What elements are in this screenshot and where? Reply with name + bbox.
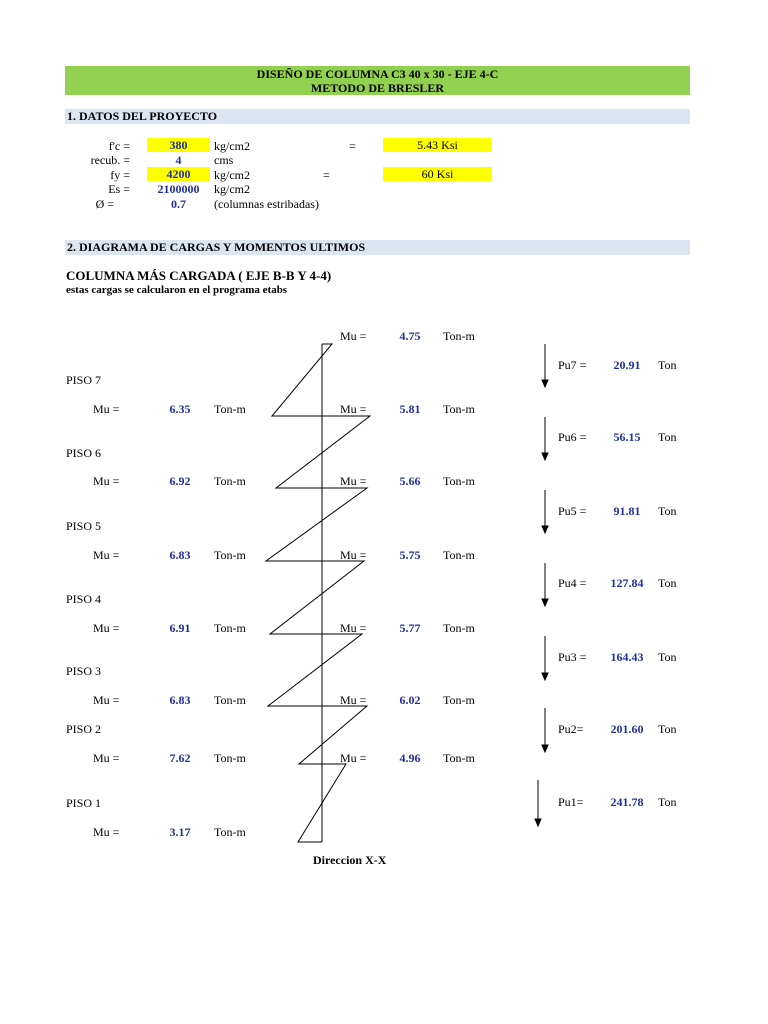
direction-label: Direccion X-X	[313, 853, 387, 867]
fc-eq: =	[349, 139, 356, 153]
pu-unit: Ton	[658, 430, 677, 444]
fy-eq: =	[323, 168, 330, 182]
moment-zigzag	[266, 344, 370, 842]
right-mu-label: Mu =	[340, 621, 367, 635]
top-mu-label: Mu =	[340, 329, 367, 343]
left-mu-value: 6.83	[169, 693, 191, 707]
pu-value: 127.84	[610, 576, 644, 590]
left-mu-label: Mu =	[93, 548, 120, 562]
es-unit: kg/cm2	[214, 182, 250, 196]
title-line1: DISEÑO DE COLUMNA C3 40 x 30 - EJE 4-C	[256, 67, 499, 81]
fc-unit: kg/cm2	[214, 139, 250, 153]
pu-value: 91.81	[613, 504, 641, 518]
right-mu-value: 4.96	[399, 751, 421, 765]
floor-label: PISO 7	[66, 373, 102, 387]
load-arrow-head	[542, 673, 548, 680]
es-value: 2100000	[157, 182, 200, 196]
left-mu-label: Mu =	[93, 825, 120, 839]
right-mu-unit: Ton-m	[443, 751, 475, 765]
left-mu-value: 6.83	[169, 548, 191, 562]
right-mu-unit: Ton-m	[443, 621, 475, 635]
pu-unit: Ton	[658, 650, 677, 664]
fy-value: 4200	[147, 167, 210, 181]
left-mu-value: 6.92	[169, 474, 191, 488]
load-arrows	[535, 344, 548, 826]
floor-label: PISO 3	[66, 664, 102, 678]
right-mu-value: 5.77	[399, 621, 421, 635]
pu-label: Pu4 =	[558, 576, 587, 590]
phi-value: 0.7	[171, 197, 186, 211]
left-mu-label: Mu =	[93, 751, 120, 765]
load-arrow-head	[542, 745, 548, 752]
floor-label: PISO 5	[66, 519, 102, 533]
right-mu-label: Mu =	[340, 693, 367, 707]
moment-zigzag-line	[266, 344, 370, 842]
pu-label: Pu2=	[558, 722, 584, 736]
pu-value: 20.91	[613, 358, 641, 372]
recub-label: recub. =	[90, 153, 130, 167]
pu-label: Pu5 =	[558, 504, 587, 518]
pu-value: 56.15	[613, 430, 641, 444]
fc-value: 380	[147, 138, 210, 152]
left-mu-label: Mu =	[93, 402, 120, 416]
floor-label: PISO 4	[66, 592, 102, 606]
left-mu-unit: Ton-m	[214, 621, 246, 635]
section2-title: 2. DIAGRAMA DE CARGAS Y MOMENTOS ULTIMOS	[65, 240, 690, 255]
fc-conv: 5.43 Ksi	[383, 138, 492, 152]
phi-label: Ø =	[95, 197, 114, 211]
pu-label: Pu7 =	[558, 358, 587, 372]
left-mu-unit: Ton-m	[214, 825, 246, 839]
pu-unit: Ton	[658, 795, 677, 809]
pu-label: Pu3 =	[558, 650, 587, 664]
right-mu-unit: Ton-m	[443, 402, 475, 416]
right-mu-value: 6.02	[399, 693, 421, 707]
right-mu-unit: Ton-m	[443, 693, 475, 707]
left-mu-unit: Ton-m	[214, 548, 246, 562]
pu-label: Pu6 =	[558, 430, 587, 444]
left-mu-unit: Ton-m	[214, 693, 246, 707]
right-mu-unit: Ton-m	[443, 474, 475, 488]
left-mu-value: 7.62	[169, 751, 191, 765]
left-mu-label: Mu =	[93, 474, 120, 488]
pu-label: Pu1=	[558, 795, 584, 809]
right-mu-label: Mu =	[340, 402, 367, 416]
pu-unit: Ton	[658, 576, 677, 590]
right-mu-value: 5.66	[399, 474, 421, 488]
left-mu-value: 3.17	[169, 825, 191, 839]
right-mu-unit: Ton-m	[443, 548, 475, 562]
load-arrow-head	[542, 380, 548, 387]
recub-value: 4	[175, 153, 182, 167]
right-mu-label: Mu =	[340, 751, 367, 765]
pu-unit: Ton	[658, 504, 677, 518]
left-mu-label: Mu =	[93, 693, 120, 707]
recub-unit: cms	[214, 153, 234, 167]
load-arrow-head	[542, 599, 548, 606]
right-mu-value: 5.75	[399, 548, 421, 562]
section2-note: estas cargas se calcularon en el programa etabs	[66, 284, 288, 296]
fy-conv: 60 Ksi	[383, 167, 492, 181]
left-mu-value: 6.35	[169, 402, 191, 416]
top-mu-unit: Ton-m	[443, 329, 475, 343]
pu-value: 164.43	[610, 650, 644, 664]
left-mu-unit: Ton-m	[214, 751, 246, 765]
es-label: Es =	[108, 182, 130, 196]
floor-label: PISO 6	[66, 446, 102, 460]
load-arrow-head	[535, 819, 541, 826]
floor-label: PISO 1	[66, 796, 102, 810]
left-mu-unit: Ton-m	[214, 474, 246, 488]
phi-unit: (columnas estribadas)	[214, 197, 319, 211]
right-mu-value: 5.81	[399, 402, 421, 416]
load-arrow-head	[542, 526, 548, 533]
pu-value: 201.60	[610, 722, 644, 736]
pu-unit: Ton	[658, 358, 677, 372]
fy-unit: kg/cm2	[214, 168, 250, 182]
pu-unit: Ton	[658, 722, 677, 736]
top-mu-value: 4.75	[399, 329, 421, 343]
load-arrow-head	[542, 453, 548, 460]
right-mu-label: Mu =	[340, 474, 367, 488]
title-line2: METODO DE BRESLER	[310, 81, 445, 95]
floor-label: PISO 2	[66, 722, 102, 736]
left-mu-value: 6.91	[169, 621, 191, 635]
pu-value: 241.78	[610, 795, 644, 809]
section1-title: 1. DATOS DEL PROYECTO	[65, 109, 690, 124]
fc-label: f'c =	[108, 139, 130, 153]
right-mu-label: Mu =	[340, 548, 367, 562]
left-mu-unit: Ton-m	[214, 402, 246, 416]
left-mu-label: Mu =	[93, 621, 120, 635]
section2-subtitle: COLUMNA MÁS CARGADA ( EJE B-B Y 4-4)	[66, 268, 332, 283]
fy-label: fy =	[110, 168, 130, 182]
